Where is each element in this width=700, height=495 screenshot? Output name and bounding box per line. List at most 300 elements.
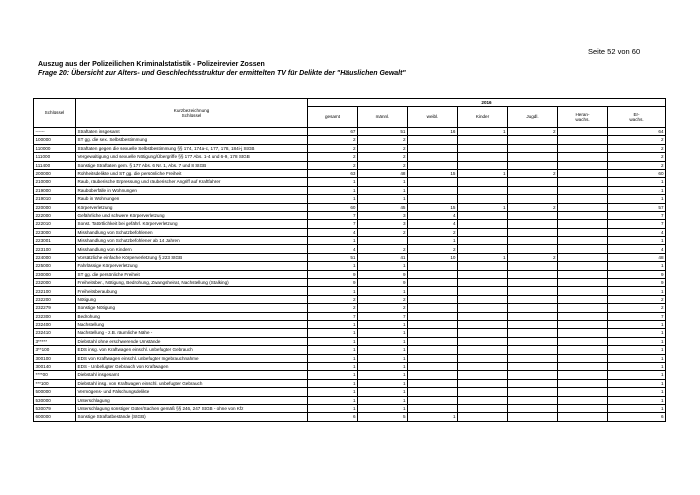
cell-gesamt: 1	[308, 178, 358, 186]
cell-jugdl	[508, 220, 558, 228]
table-row	[34, 262, 666, 270]
cell-gesamt: 1	[308, 195, 358, 203]
row-description: Sonstige Straftatbestände (StGB)	[76, 413, 308, 421]
header-jugdl: Jugdl.	[508, 107, 558, 128]
row-key: 224000	[34, 253, 76, 261]
row-key: 223000	[34, 228, 76, 236]
cell-kinder	[458, 379, 508, 387]
row-description: EDS von Kraftwagen einschl. unbefugter Ingebrauchnahme	[76, 354, 308, 362]
table-row	[34, 195, 666, 203]
cell-jugdl	[508, 178, 558, 186]
cell-erwachs: 1	[608, 287, 666, 295]
cell-weibl: 16	[408, 128, 458, 136]
cell-weibl	[408, 320, 458, 328]
cell-maennl: 2	[358, 304, 408, 312]
row-key: 225000	[34, 262, 76, 270]
row-description: Diebstahl ohne erschwerende Umstände	[76, 337, 308, 345]
row-description: Freiheitsber., Nötigung, Bedrohung, Zwangsheirat, Nachstellung (Stalking)	[76, 279, 308, 287]
cell-erwachs: 60	[608, 169, 666, 177]
row-key: 530079	[34, 404, 76, 412]
cell-kinder: 1	[458, 203, 508, 211]
cell-heranwachs	[558, 388, 608, 396]
table-row	[34, 153, 666, 161]
row-key: 3*****	[34, 337, 76, 345]
cell-weibl	[408, 287, 458, 295]
cell-erwachs: 1	[608, 396, 666, 404]
cell-heranwachs	[558, 413, 608, 421]
cell-jugdl	[508, 413, 558, 421]
cell-kinder: 1	[458, 128, 508, 136]
cell-jugdl	[508, 354, 558, 362]
row-description: Vergewaltigung und sexuelle Nötigung/Übergriffe §§ 177 Abs. 1-4 und 6-9, 178 StGB	[76, 153, 308, 161]
cell-gesamt: 1	[308, 329, 358, 337]
cell-weibl: 4	[408, 211, 458, 219]
table-row	[34, 144, 666, 152]
statistics-table	[33, 98, 666, 422]
cell-maennl: 1	[358, 388, 408, 396]
cell-kinder	[458, 312, 508, 320]
cell-maennl: 2	[358, 245, 408, 253]
header-gesamt: gesamt	[308, 107, 358, 128]
cell-gesamt: 1	[308, 371, 358, 379]
cell-kinder	[458, 279, 508, 287]
row-key: 232410	[34, 329, 76, 337]
table-row	[34, 128, 666, 136]
row-description: Sonst. Tatörtlichkeit bei gefährl. Körperverletzung	[76, 220, 308, 228]
cell-heranwachs	[558, 279, 608, 287]
row-key: 232279	[34, 304, 76, 312]
row-description: Nachstellung - z.B. räumliche Nähe -	[76, 329, 308, 337]
row-description: Straftaten insgesamt	[76, 128, 308, 136]
row-key: 232200	[34, 295, 76, 303]
header-description	[76, 99, 308, 128]
cell-heranwachs	[558, 237, 608, 245]
cell-gesamt: 1	[308, 362, 358, 370]
cell-maennl: 9	[358, 279, 408, 287]
cell-gesamt: 1	[308, 320, 358, 328]
cell-erwachs: 2	[608, 295, 666, 303]
table-row	[34, 337, 666, 345]
cell-kinder	[458, 144, 508, 152]
cell-heranwachs	[558, 144, 608, 152]
row-description: Vermögens- und Fälschungsdelikte	[76, 388, 308, 396]
cell-heranwachs	[558, 371, 608, 379]
cell-maennl: 3	[358, 220, 408, 228]
table-row	[34, 161, 666, 169]
cell-weibl: 15	[408, 169, 458, 177]
cell-maennl: 1	[358, 346, 408, 354]
header-description-line2: Schlüssel	[181, 113, 202, 118]
row-description: Misshandlung von Schutzbefohlener ab 14 Jahren	[76, 237, 308, 245]
cell-gesamt: 7	[308, 220, 358, 228]
cell-kinder	[458, 186, 508, 194]
cell-kinder	[458, 304, 508, 312]
cell-kinder	[458, 270, 508, 278]
cell-weibl	[408, 404, 458, 412]
row-key: 223100	[34, 245, 76, 253]
cell-jugdl	[508, 161, 558, 169]
cell-gesamt: 2	[308, 153, 358, 161]
table-row	[34, 270, 666, 278]
cell-erwachs: 1	[608, 346, 666, 354]
cell-erwachs: 1	[608, 362, 666, 370]
cell-erwachs: 1	[608, 404, 666, 412]
row-description: Sonstige Straftaten gem. § 177 Abs. 6 Nr. 1, Abs. 7 und 8 StGB	[76, 161, 308, 169]
cell-heranwachs	[558, 346, 608, 354]
cell-jugdl	[508, 312, 558, 320]
header-description-line1: Kurzbezeichnung	[173, 107, 210, 113]
cell-maennl: 48	[358, 169, 408, 177]
row-key: 500000	[34, 388, 76, 396]
cell-erwachs: 1	[608, 354, 666, 362]
header-kinder: Kinder	[458, 107, 508, 128]
cell-maennl: 1	[358, 362, 408, 370]
cell-jugdl	[508, 337, 558, 345]
cell-maennl: 41	[358, 253, 408, 261]
cell-gesamt: 7	[308, 211, 358, 219]
cell-jugdl	[508, 396, 558, 404]
cell-erwachs: 2	[608, 136, 666, 144]
table-row	[34, 228, 666, 236]
cell-kinder	[458, 295, 508, 303]
cell-kinder	[458, 320, 508, 328]
row-description: Freiheitsberaubung	[76, 287, 308, 295]
cell-heranwachs	[558, 320, 608, 328]
cell-kinder	[458, 404, 508, 412]
row-key: 600000	[34, 413, 76, 421]
table-row	[34, 279, 666, 287]
cell-jugdl	[508, 379, 558, 387]
row-description: Sonstige Nötigung	[76, 304, 308, 312]
cell-kinder	[458, 413, 508, 421]
row-key: 223001	[34, 237, 76, 245]
cell-weibl	[408, 270, 458, 278]
document-title: Auszug aus der Polizeilichen Kriminalstatistik - Polizeirevier Zossen	[38, 61, 265, 68]
table-row	[34, 388, 666, 396]
cell-kinder	[458, 396, 508, 404]
row-description: Raub in Wohnungen	[76, 195, 308, 203]
cell-gesamt: 1	[308, 237, 358, 245]
table-row	[34, 371, 666, 379]
row-description: Unterschlagung	[76, 396, 308, 404]
cell-heranwachs	[558, 220, 608, 228]
cell-maennl: 5	[358, 413, 408, 421]
cell-kinder	[458, 220, 508, 228]
cell-erwachs: 1	[608, 195, 666, 203]
row-description: Diebstahl insg. von Kraftwagen einschl. unbefugter Gebrauch	[76, 379, 308, 387]
cell-maennl: 51	[358, 128, 408, 136]
cell-kinder	[458, 354, 508, 362]
cell-kinder	[458, 245, 508, 253]
table-row	[34, 295, 666, 303]
cell-kinder	[458, 195, 508, 203]
row-description: EDS insg. von Kraftwagen einschl. unbefugter Gebrauch	[76, 346, 308, 354]
cell-jugdl	[508, 195, 558, 203]
cell-maennl: 1	[358, 371, 408, 379]
cell-weibl: 1	[408, 237, 458, 245]
table-row	[34, 237, 666, 245]
cell-kinder	[458, 371, 508, 379]
header-erwachs: Er- wachs.	[608, 107, 666, 128]
row-description: Nachstellung	[76, 320, 308, 328]
cell-kinder	[458, 211, 508, 219]
cell-jugdl	[508, 262, 558, 270]
cell-gesamt: 67	[308, 128, 358, 136]
row-key: 111400	[34, 161, 76, 169]
row-description: Misshandlung von Schutzbefohlenen	[76, 228, 308, 236]
cell-kinder	[458, 362, 508, 370]
cell-jugdl	[508, 320, 558, 328]
cell-heranwachs	[558, 161, 608, 169]
row-key: ***100	[34, 379, 76, 387]
row-key: 232300	[34, 312, 76, 320]
cell-kinder	[458, 153, 508, 161]
row-key: 100000	[34, 136, 76, 144]
row-description: Diebstahl insgesamt	[76, 371, 308, 379]
cell-weibl	[408, 161, 458, 169]
cell-heranwachs	[558, 136, 608, 144]
cell-jugdl	[508, 295, 558, 303]
table-row	[34, 169, 666, 177]
cell-gesamt: 2	[308, 144, 358, 152]
row-key: 232100	[34, 287, 76, 295]
cell-gesamt: 2	[308, 136, 358, 144]
table-row	[34, 287, 666, 295]
cell-weibl: 2	[408, 228, 458, 236]
cell-maennl: 1	[358, 329, 408, 337]
cell-maennl: 2	[358, 136, 408, 144]
cell-weibl	[408, 136, 458, 144]
cell-erwachs: 1	[608, 178, 666, 186]
cell-erwachs: 48	[608, 253, 666, 261]
cell-gesamt: 1	[308, 287, 358, 295]
cell-heranwachs	[558, 295, 608, 303]
cell-heranwachs	[558, 287, 608, 295]
cell-jugdl	[508, 388, 558, 396]
cell-gesamt: 1	[308, 404, 358, 412]
cell-gesamt: 1	[308, 396, 358, 404]
cell-heranwachs	[558, 186, 608, 194]
cell-gesamt: 6	[308, 413, 358, 421]
cell-heranwachs	[558, 169, 608, 177]
cell-jugdl	[508, 304, 558, 312]
cell-heranwachs	[558, 362, 608, 370]
cell-weibl	[408, 379, 458, 387]
cell-jugdl	[508, 362, 558, 370]
cell-jugdl	[508, 270, 558, 278]
cell-weibl	[408, 144, 458, 152]
cell-jugdl: 2	[508, 169, 558, 177]
cell-gesamt: 4	[308, 245, 358, 253]
cell-kinder	[458, 388, 508, 396]
cell-weibl	[408, 186, 458, 194]
cell-kinder	[458, 337, 508, 345]
row-key: 219000	[34, 186, 76, 194]
cell-jugdl: 2	[508, 253, 558, 261]
cell-erwachs: 2	[608, 144, 666, 152]
cell-erwachs: 1	[608, 186, 666, 194]
cell-kinder	[458, 237, 508, 245]
cell-erwachs: 7	[608, 211, 666, 219]
row-key: 530000	[34, 396, 76, 404]
cell-kinder	[458, 262, 508, 270]
cell-erwachs: 1	[608, 388, 666, 396]
cell-kinder	[458, 346, 508, 354]
cell-heranwachs	[558, 337, 608, 345]
cell-heranwachs	[558, 203, 608, 211]
cell-weibl	[408, 304, 458, 312]
table-row	[34, 178, 666, 186]
cell-weibl	[408, 371, 458, 379]
row-key: 3**100	[34, 346, 76, 354]
row-description: Bedrohung	[76, 312, 308, 320]
table-row	[34, 220, 666, 228]
cell-maennl: 3	[358, 211, 408, 219]
table-row	[34, 320, 666, 328]
row-key: 300140	[34, 362, 76, 370]
row-description: EDS - Unbefugter Gebrauch von Kraftwagen	[76, 362, 308, 370]
cell-jugdl	[508, 144, 558, 152]
cell-erwachs: 9	[608, 270, 666, 278]
cell-gesamt: 1	[308, 354, 358, 362]
cell-gesamt: 1	[308, 346, 358, 354]
cell-erwachs: 7	[608, 312, 666, 320]
cell-erwachs: 2	[608, 153, 666, 161]
cell-weibl: 10	[408, 253, 458, 261]
cell-heranwachs	[558, 329, 608, 337]
cell-gesamt: 4	[308, 228, 358, 236]
row-key: ****00	[34, 371, 76, 379]
cell-kinder	[458, 161, 508, 169]
cell-weibl: 4	[408, 220, 458, 228]
cell-heranwachs	[558, 253, 608, 261]
cell-gesamt: 9	[308, 279, 358, 287]
cell-jugdl	[508, 371, 558, 379]
cell-maennl: 7	[358, 312, 408, 320]
cell-maennl: 2	[358, 228, 408, 236]
cell-maennl: 1	[358, 337, 408, 345]
cell-heranwachs	[558, 404, 608, 412]
cell-weibl	[408, 329, 458, 337]
header-key: Schlüssel	[34, 99, 76, 128]
header-weibl: weibl.	[408, 107, 458, 128]
table-row	[34, 136, 666, 144]
row-key: 222010	[34, 220, 76, 228]
cell-gesamt: 1	[308, 262, 358, 270]
cell-maennl: 2	[358, 153, 408, 161]
cell-weibl	[408, 178, 458, 186]
row-description: Gefährliche und schwere Körperverletzung	[76, 211, 308, 219]
cell-heranwachs	[558, 128, 608, 136]
cell-erwachs: 2	[608, 161, 666, 169]
cell-heranwachs	[558, 153, 608, 161]
row-key: 210000	[34, 178, 76, 186]
cell-maennl: 1	[358, 186, 408, 194]
header-maennl: männl.	[358, 107, 408, 128]
cell-erwachs: 7	[608, 220, 666, 228]
cell-jugdl	[508, 153, 558, 161]
cell-heranwachs	[558, 379, 608, 387]
cell-gesamt: 1	[308, 337, 358, 345]
cell-kinder	[458, 329, 508, 337]
table-row	[34, 245, 666, 253]
cell-gesamt: 2	[308, 161, 358, 169]
table-row	[34, 404, 666, 412]
cell-jugdl	[508, 346, 558, 354]
cell-heranwachs	[558, 312, 608, 320]
cell-kinder	[458, 178, 508, 186]
cell-maennl: 1	[358, 195, 408, 203]
cell-heranwachs	[558, 245, 608, 253]
row-description: Raubüberfälle in Wohnungen	[76, 186, 308, 194]
table-row	[34, 203, 666, 211]
cell-weibl	[408, 362, 458, 370]
row-description: Raub, räuberische Erpressung und räuberischer Angriff auf Kraftfahrer	[76, 178, 308, 186]
table-row	[34, 413, 666, 421]
cell-erwachs: 4	[608, 245, 666, 253]
cell-jugdl	[508, 279, 558, 287]
cell-jugdl	[508, 186, 558, 194]
row-key: 220000	[34, 203, 76, 211]
cell-erwachs: 57	[608, 203, 666, 211]
header-year: 2016	[308, 99, 666, 107]
cell-weibl: 1	[408, 413, 458, 421]
row-description: ST gg. die persönliche Freiheit	[76, 270, 308, 278]
cell-maennl: 1	[358, 320, 408, 328]
cell-jugdl	[508, 211, 558, 219]
cell-gesamt: 1	[308, 379, 358, 387]
cell-weibl: 2	[408, 245, 458, 253]
table-row	[34, 211, 666, 219]
cell-jugdl	[508, 287, 558, 295]
row-description: Straftaten gegen die sexuelle Selbstbestimmung §§ 174, 174a-c, 177, 178, 184i-j StGB	[76, 144, 308, 152]
cell-erwachs: 1	[608, 320, 666, 328]
cell-gesamt: 2	[308, 295, 358, 303]
row-key: 230000	[34, 270, 76, 278]
cell-gesamt: 63	[308, 169, 358, 177]
cell-weibl	[408, 262, 458, 270]
cell-heranwachs	[558, 396, 608, 404]
row-description: Unterschlagung sonstiger Güter/Sachen gemäß §§ 246, 247 StGB - ohne von Kfz	[76, 404, 308, 412]
cell-erwachs: 4	[608, 228, 666, 236]
row-key: 200000	[34, 169, 76, 177]
table-row	[34, 396, 666, 404]
cell-jugdl	[508, 329, 558, 337]
cell-erwachs: 9	[608, 279, 666, 287]
cell-weibl: 15	[408, 203, 458, 211]
row-key: ------	[34, 128, 76, 136]
cell-jugdl	[508, 404, 558, 412]
row-description: Misshandlung von Kindern	[76, 245, 308, 253]
cell-erwachs: 1	[608, 371, 666, 379]
cell-erwachs: 1	[608, 337, 666, 345]
cell-jugdl: 2	[508, 128, 558, 136]
cell-maennl: 2	[358, 161, 408, 169]
document-subtitle: Frage 20: Übersicht zur Alters- und Geschlechtsstruktur der ermittelten TV für Delikte der "Häuslichen Gewalt"	[38, 70, 406, 77]
cell-maennl: 1	[358, 287, 408, 295]
cell-erwachs: 64	[608, 128, 666, 136]
cell-weibl	[408, 312, 458, 320]
cell-maennl: 1	[358, 262, 408, 270]
table-row	[34, 346, 666, 354]
row-key: 111000	[34, 153, 76, 161]
cell-erwachs: 1	[608, 262, 666, 270]
cell-erwachs: 2	[608, 304, 666, 312]
cell-gesamt: 1	[308, 186, 358, 194]
cell-kinder: 1	[458, 169, 508, 177]
table-row	[34, 253, 666, 261]
cell-heranwachs	[558, 354, 608, 362]
